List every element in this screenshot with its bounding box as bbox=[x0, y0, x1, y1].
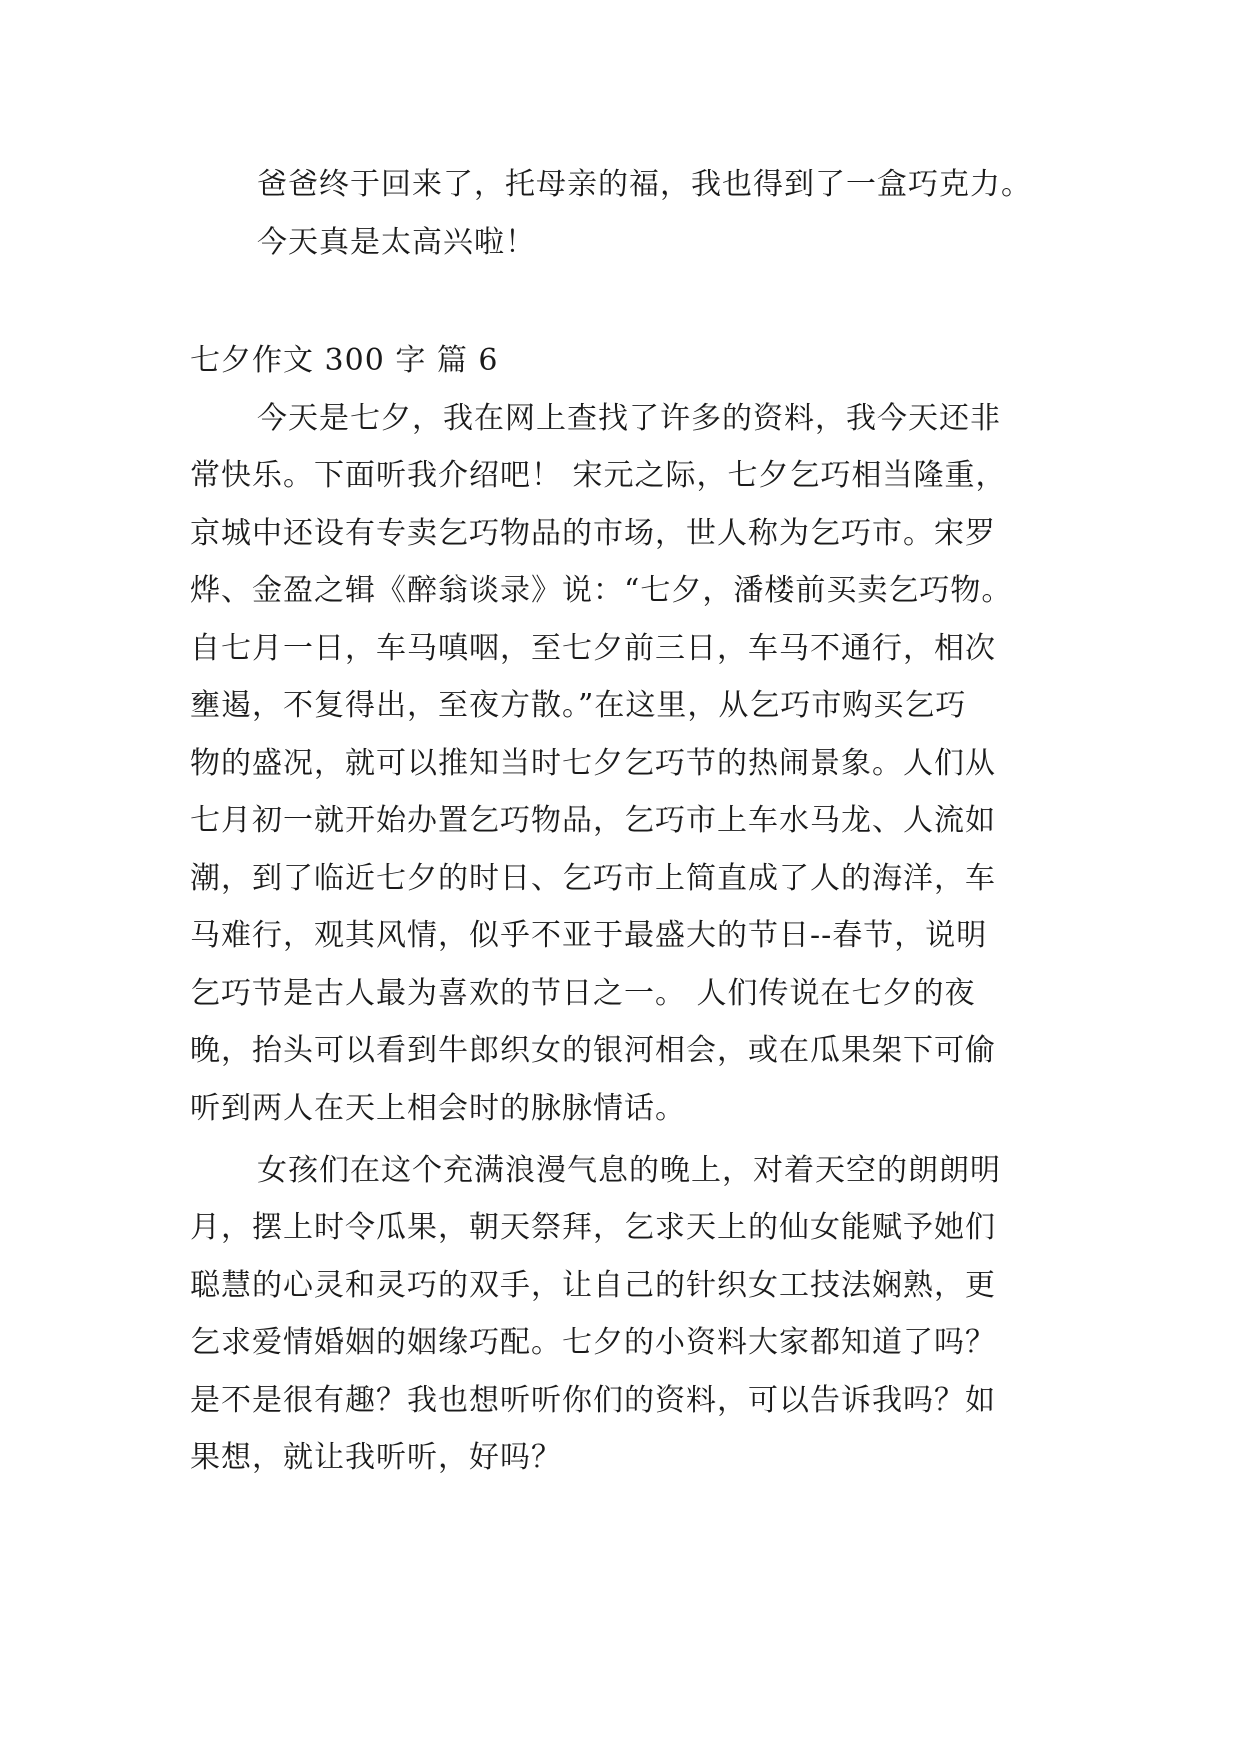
text-line: 今天真是太高兴啦！ bbox=[257, 225, 536, 260]
text-line: 马难行，观其风情，似乎不亚于最盛大的节日--春节，说明 bbox=[190, 918, 988, 953]
text-line: 女孩们在这个充满浪漫气息的晚上，对着天空的朗朗明 bbox=[257, 1153, 1001, 1188]
text-line: 晚，抬头可以看到牛郎织女的银河相会，或在瓜果架下可偷 bbox=[190, 1033, 996, 1068]
text-line: 烨、金盈之辑《醉翁谈录》说：“七夕，潘楼前买卖乞巧物。 bbox=[190, 573, 1013, 608]
text-line: 月，摆上时令瓜果，朝天祭拜，乞求天上的仙女能赋予她们 bbox=[190, 1210, 996, 1245]
text-line: 物的盛况，就可以推知当时七夕乞巧节的热闹景象。人们从 bbox=[190, 746, 996, 781]
text-line: 聪慧的心灵和灵巧的双手，让自己的针织女工技法娴熟，更 bbox=[190, 1268, 996, 1303]
text-line: 果想，就让我听听，好吗？ bbox=[190, 1440, 562, 1475]
text-line: 乞求爱情婚姻的姻缘巧配。七夕的小资料大家都知道了吗？ bbox=[190, 1325, 996, 1360]
text-line: 听到两人在天上相会时的脉脉情话。 bbox=[190, 1091, 686, 1126]
text-line: 乞巧节是古人最为喜欢的节日之一。 人们传说在七夕的夜 bbox=[190, 976, 976, 1011]
text-line: 京城中还设有专卖乞巧物品的市场，世人称为乞巧市。宋罗 bbox=[190, 516, 996, 551]
text-line: 壅遏，不复得出，至夜方散。”在这里，从乞巧市购买乞巧 bbox=[190, 688, 967, 723]
text-line: 自七月一日，车马嗔咽，至七夕前三日，车马不通行，相次 bbox=[190, 631, 996, 666]
text-line: 七月初一就开始办置乞巧物品，乞巧市上车水马龙、人流如 bbox=[190, 803, 996, 838]
text-line: 潮，到了临近七夕的时日、乞巧市上简直成了人的海洋，车 bbox=[190, 861, 996, 896]
section-heading: 七夕作文 300 字 篇 6 bbox=[190, 343, 499, 378]
text-line: 常快乐。下面听我介绍吧！ 宋元之际，七夕乞巧相当隆重， bbox=[190, 458, 1007, 493]
text-line: 是不是很有趣？我也想听听你们的资料，可以告诉我吗？如 bbox=[190, 1383, 996, 1418]
text-line: 今天是七夕，我在网上查找了许多的资料，我今天还非 bbox=[257, 401, 1001, 436]
text-line: 爸爸终于回来了，托母亲的福，我也得到了一盒巧克力。 bbox=[257, 167, 1032, 202]
